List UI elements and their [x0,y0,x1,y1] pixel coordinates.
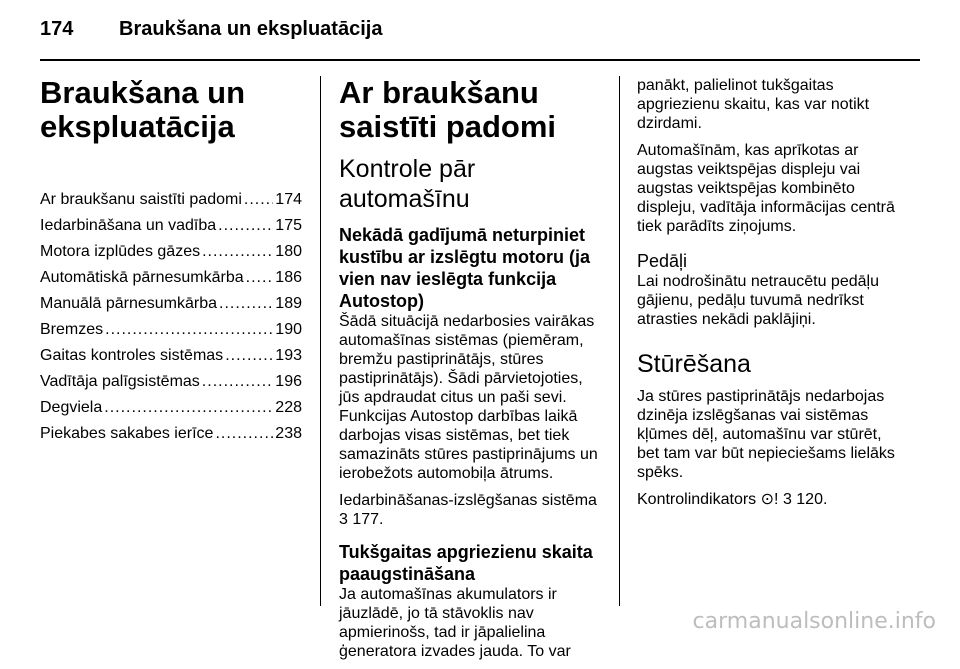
toc-entry[interactable] [40,190,302,209]
toc-leader-dots [202,372,274,391]
warning-indicator-icon: ⊙! [760,491,779,508]
toc-leader-dots [225,346,273,365]
toc-entry-label: Automātiskā pārnesumkārba [40,269,244,286]
paragraph-text: Iedarbināšanas-izslēgšanas sistēma [339,492,597,509]
page-reference[interactable]: 3 177. [339,511,384,528]
header-rule [40,59,920,61]
toc-entry[interactable] [40,320,302,339]
chapter-title: Braukšana un ekspluatācija [40,75,246,144]
toc-entry-page: 186 [275,269,302,286]
toc-entry[interactable] [40,242,302,261]
toc-entry-label: Degviela [40,399,103,416]
toc-entry[interactable] [40,216,302,235]
toc-entry-page: 190 [275,321,302,338]
toc-leader-dots [215,424,273,443]
page-header [40,14,920,48]
column-right [637,72,907,517]
toc-leader-dots [246,268,274,287]
toc-entry-page: 175 [275,217,302,234]
toc-entry-label: Ar braukšanu saistīti padomi [40,191,242,208]
toc-entry-page: 196 [275,373,302,390]
paragraph: Automašīnām, kas aprīkotas ar augstas veiktspējas displeju vai augstas veiktspējas kombinēto displeju, vadītāja informācijas centrā tiek parādīts ziņojums. [637,142,895,235]
steering-title: Stūrēšana [637,350,751,378]
column-divider-2 [619,76,620,606]
page-reference[interactable]: 3 120. [782,491,828,508]
toc-entry[interactable] [40,424,302,443]
column-divider-1 [320,76,321,606]
paragraph: Ja automašīnas akumulators ir jāuzlādē, jo tā stāvoklis nav apmierinošs, tad ir jāpalielina ģeneratora izvades jauda. To var [339,586,571,660]
toc-entry[interactable] [40,294,302,313]
page-header-title: Braukšana un ekspluatācija [119,18,383,40]
toc-entry-label: Manuālā pārnesumkārba [40,295,217,312]
toc-entry-label: Gaitas kontroles sistēmas [40,347,224,364]
warning-title: Nekādā gadījumā neturpiniet kustību ar izslēgtu motoru (ja vien nav ieslēgta funkcija Autostop) [339,225,591,311]
toc-leader-dots [105,320,273,339]
toc-leader-dots [104,398,273,417]
table-of-contents [40,190,302,443]
toc-leader-dots [218,216,273,235]
paragraph: Šādā situācijā nedarbosies vairākas automašīnas sistēmas (piemēram, bremžu pastiprinātājs, stūres pastiprinātājs). Šādi pārvietojoties, jūs apdraudat citus un paši sevi. Funkcijas Autostop darbības laikā darbojas visas sistēmas, bet tiek samazināts stūres pastiprinājums un ierobežots automobiļa ātrums. [339,313,598,482]
toc-entry-page: 174 [275,191,302,208]
toc-entry-page: 238 [275,425,302,442]
column-middle [339,72,603,669]
paragraph: Ja stūres pastiprinātājs nedarbojas dzinēja izslēgšanas vai sistēmas kļūmes dēļ, automašīnu var stūrēt, bet tam var būt nepieciešams lielāks spēks. [637,388,895,481]
toc-entry-page: 189 [275,295,302,312]
toc-entry-label: Piekabes sakabes ierīce [40,425,214,442]
idle-section-title: Tukšgaitas apgriezienu skaita paaugstināšana [339,542,593,584]
toc-leader-dots [244,190,273,209]
paragraph: panākt, palielinot tukšgaitas apgriezienu skaitu, kas var notikt dzirdami. [637,77,870,132]
page-number: 174 [40,18,74,40]
paragraph: Lai nodrošinātu netraucētu pedāļu gājienu, pedāļu tuvumā nedrīkst atrasties nekādi paklājiņi. [637,273,879,328]
pedals-title: Pedāļi [637,251,688,271]
toc-entry-page: 180 [275,243,302,260]
toc-entry[interactable] [40,268,302,287]
toc-entry-page: 193 [275,347,302,364]
watermark: carmanualsonline.info [692,609,936,634]
toc-leader-dots [219,294,273,313]
toc-entry[interactable] [40,346,302,365]
paragraph-text: Kontrolindikators [637,491,757,508]
toc-entry[interactable] [40,372,302,391]
toc-entry-label: Motora izplūdes gāzes [40,243,201,260]
toc-leader-dots [202,242,273,261]
subsection-title: Kontrole pār automašīnu [339,155,476,213]
paragraph [637,490,907,509]
toc-entry-page: 228 [275,399,302,416]
section-title: Ar braukšanu saistīti padomi [339,75,557,144]
toc-entry-label: Vadītāja palīgsistēmas [40,373,200,390]
paragraph [339,491,603,529]
toc-entry[interactable] [40,398,302,417]
toc-entry-label: Iedarbināšana un vadība [40,217,217,234]
toc-entry-label: Bremzes [40,321,104,338]
column-toc [40,72,302,450]
